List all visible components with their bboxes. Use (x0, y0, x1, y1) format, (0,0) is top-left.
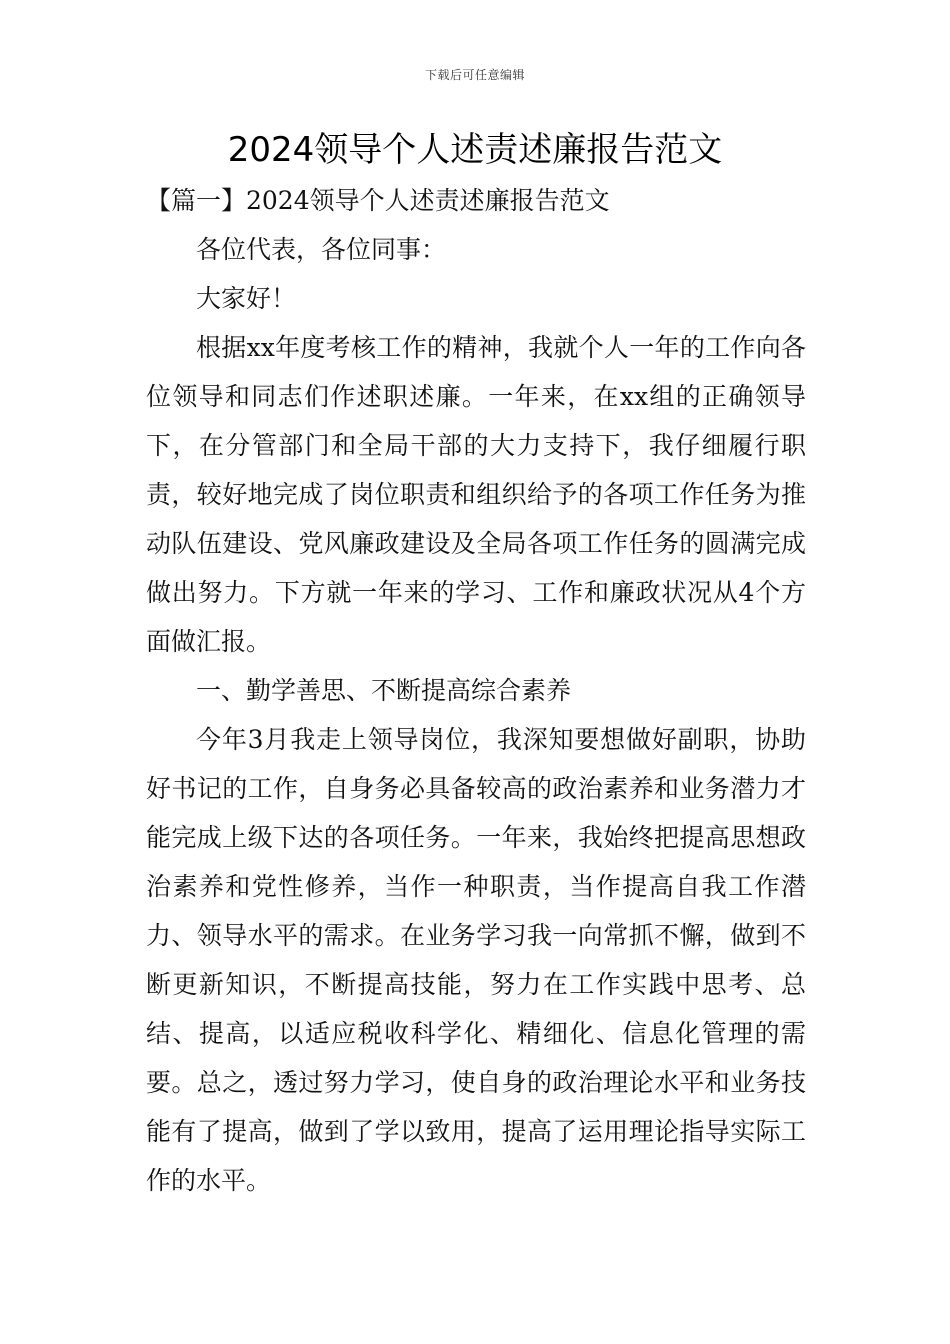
paragraph-study: 今年3月我走上领导岗位，我深知要想做好副职，协助好书记的工作，自身务必具备较高的政治素养和业务潜力才能完成上级下达的各项任务。一年来，我始终把提高思想政治素养和党性修养，当作一种职责，当作提高自我工作潜力、领导水平的需求。在业务学习我一向常抓不懈，做到不断更新知识，不断提高技能，努力在工作实践中思考、总结、提高，以适应税收科学化、精细化、信息化管理的需要。总之，透过努力学习，使自身的政治理论水平和业务技能有了提高，做到了学以致用，提高了运用理论指导实际工作的水平。 (146, 725, 806, 1195)
paragraph-intro: 根据xx年度考核工作的精神，我就个人一年的工作向各位领导和同志们作述职述廉。一年来，在xx组的正确领导下，在分管部门和全局干部的大力支持下，我仔细履行职责，较好地完成了岗位职责和组织给予的各项工作任务为推动队伍建设、党风廉政建设及全局各项工作任务的圆满完成做出努力。下方就一年来的学习、工作和廉政状况从4个方面做汇报。 (146, 333, 806, 656)
document-title: 2024领导个人述责述廉报告范文 (227, 130, 723, 170)
document-body (146, 176, 806, 1205)
subheading-1: 一、勤学善思、不断提高综合素养 (196, 676, 572, 705)
section-heading: 【篇一】2024领导个人述责述廉报告范文 (146, 186, 610, 215)
header-note: 下载后可任意编辑 (424, 68, 525, 82)
greeting: 大家好！ (196, 284, 297, 313)
salutation: 各位代表，各位同事： (196, 235, 447, 264)
